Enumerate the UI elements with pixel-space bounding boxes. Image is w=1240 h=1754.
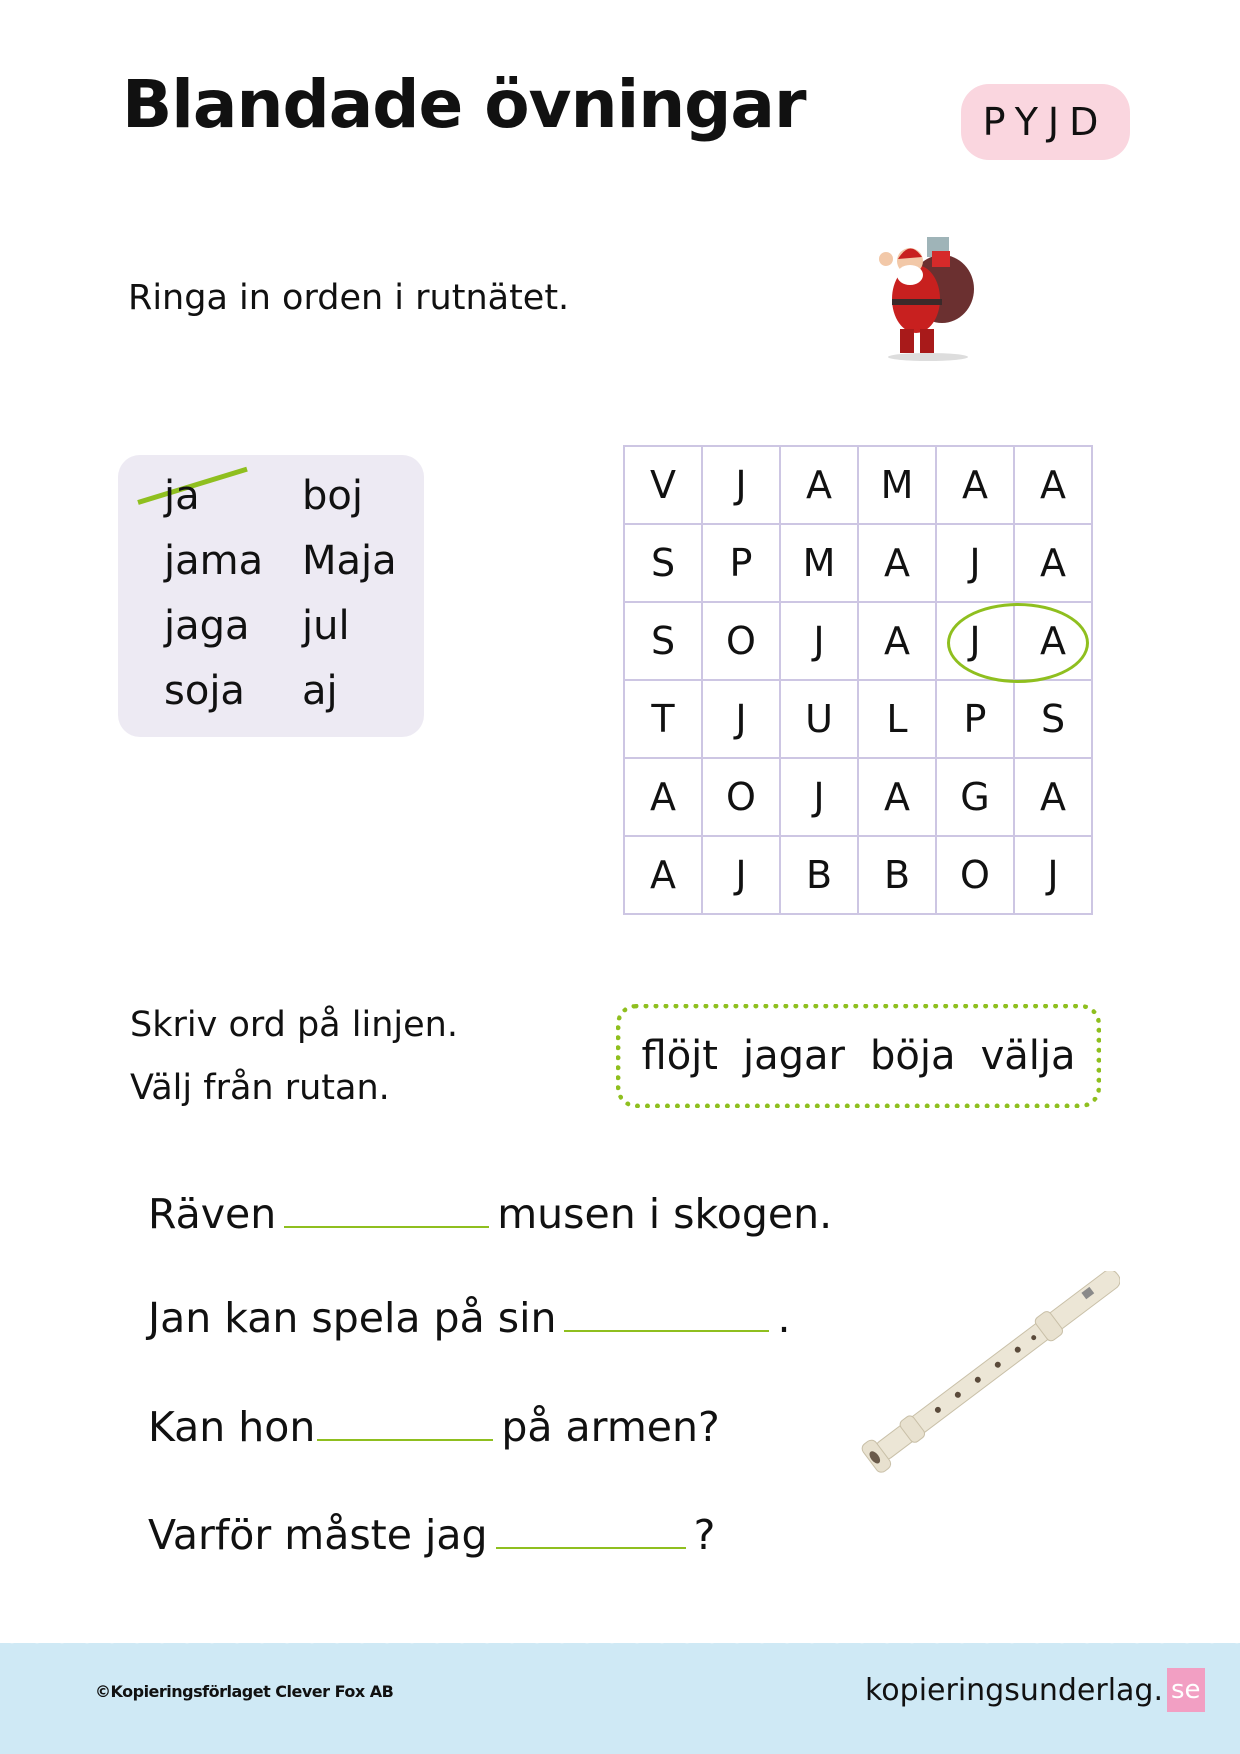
grid-cell[interactable]: M bbox=[859, 447, 937, 525]
grid-cell[interactable]: J bbox=[937, 525, 1015, 603]
grid-cell[interactable]: J bbox=[703, 837, 781, 915]
word-list-box bbox=[118, 455, 424, 737]
sentence-text: Varför måste jag bbox=[148, 1511, 488, 1559]
grid-cell[interactable]: U bbox=[781, 681, 859, 759]
sentence-text: Räven bbox=[148, 1190, 277, 1238]
grid-cell[interactable]: O bbox=[703, 603, 781, 681]
santa-illustration bbox=[872, 229, 984, 363]
grid-cell[interactable]: A bbox=[859, 603, 937, 681]
recorder-flute-illustration bbox=[850, 1271, 1120, 1483]
word-item: soja bbox=[164, 668, 245, 714]
sentence-4 bbox=[148, 1511, 715, 1559]
grid-cell[interactable]: J bbox=[937, 603, 1015, 681]
answer-line[interactable] bbox=[496, 1545, 686, 1549]
grid-cell[interactable]: P bbox=[937, 681, 1015, 759]
grid-cell[interactable]: J bbox=[1015, 837, 1093, 915]
sentence-text: på armen? bbox=[501, 1403, 720, 1451]
option-word: välja bbox=[980, 1033, 1076, 1079]
grid-cell[interactable]: V bbox=[625, 447, 703, 525]
grid-cell[interactable]: T bbox=[625, 681, 703, 759]
grid-cell[interactable]: A bbox=[1015, 759, 1093, 837]
word-item: ja bbox=[164, 473, 200, 519]
grid-cell[interactable]: B bbox=[859, 837, 937, 915]
grid-cell[interactable]: A bbox=[1015, 525, 1093, 603]
option-word: böja bbox=[870, 1033, 956, 1079]
grid-cell[interactable]: J bbox=[703, 681, 781, 759]
answer-line[interactable] bbox=[284, 1224, 489, 1228]
grid-cell[interactable]: M bbox=[781, 525, 859, 603]
sentence-1 bbox=[148, 1190, 832, 1238]
logo-se-badge: se bbox=[1167, 1668, 1205, 1712]
grid-cell[interactable]: A bbox=[781, 447, 859, 525]
logo-text: kopieringsunderlag. bbox=[865, 1672, 1164, 1708]
footer-scallop-edge bbox=[0, 1636, 1240, 1650]
word-item: aj bbox=[302, 668, 338, 714]
grid-cell[interactable]: G bbox=[937, 759, 1015, 837]
copyright-text: ©Kopieringsförlaget Clever Fox AB bbox=[95, 1682, 394, 1701]
word-item: jama bbox=[164, 538, 264, 584]
grid-cell[interactable]: J bbox=[781, 759, 859, 837]
grid-cell[interactable]: B bbox=[781, 837, 859, 915]
option-word: jagar bbox=[743, 1033, 845, 1079]
letters-badge: PYJD bbox=[961, 84, 1130, 160]
grid-cell[interactable]: A bbox=[859, 759, 937, 837]
grid-cell[interactable]: S bbox=[1015, 681, 1093, 759]
sentence-3 bbox=[148, 1403, 720, 1451]
grid-cell[interactable]: A bbox=[625, 837, 703, 915]
task2-instruction-2: Välj från rutan. bbox=[130, 1068, 390, 1108]
site-logo[interactable] bbox=[865, 1668, 1205, 1712]
option-word: flöjt bbox=[641, 1033, 718, 1079]
grid-cell[interactable]: J bbox=[703, 447, 781, 525]
grid-cell[interactable]: P bbox=[703, 525, 781, 603]
word-item: Maja bbox=[302, 538, 397, 584]
circled-word-mark bbox=[947, 603, 1089, 683]
grid-cell[interactable]: S bbox=[625, 603, 703, 681]
sentence-text: Jan kan spela på sin bbox=[148, 1294, 557, 1342]
answer-line[interactable] bbox=[317, 1437, 493, 1441]
word-options-box bbox=[616, 1004, 1101, 1108]
grid-cell[interactable]: A bbox=[1015, 447, 1093, 525]
grid-cell[interactable]: S bbox=[625, 525, 703, 603]
sentence-2 bbox=[148, 1294, 791, 1342]
task2-instruction-1: Skriv ord på linjen. bbox=[130, 1005, 458, 1045]
grid-cell[interactable]: A bbox=[859, 525, 937, 603]
grid-cell[interactable]: A bbox=[625, 759, 703, 837]
word-item: jul bbox=[302, 603, 350, 649]
sentence-text: musen i skogen. bbox=[497, 1190, 833, 1238]
page-title: Blandade övningar bbox=[122, 66, 806, 143]
task1-instruction: Ringa in orden i rutnätet. bbox=[128, 278, 570, 318]
sentence-text: ? bbox=[693, 1511, 716, 1559]
answer-line[interactable] bbox=[564, 1328, 769, 1332]
sentence-text: . bbox=[777, 1294, 791, 1342]
sentence-text: Kan hon bbox=[148, 1403, 316, 1451]
word-item: jaga bbox=[164, 603, 250, 649]
grid-cell[interactable]: J bbox=[781, 603, 859, 681]
grid-cell[interactable]: A bbox=[937, 447, 1015, 525]
grid-cell[interactable]: L bbox=[859, 681, 937, 759]
grid-cell[interactable]: O bbox=[703, 759, 781, 837]
word-item: boj bbox=[302, 473, 363, 519]
grid-cell[interactable]: O bbox=[937, 837, 1015, 915]
grid-cell[interactable]: A bbox=[1015, 603, 1093, 681]
